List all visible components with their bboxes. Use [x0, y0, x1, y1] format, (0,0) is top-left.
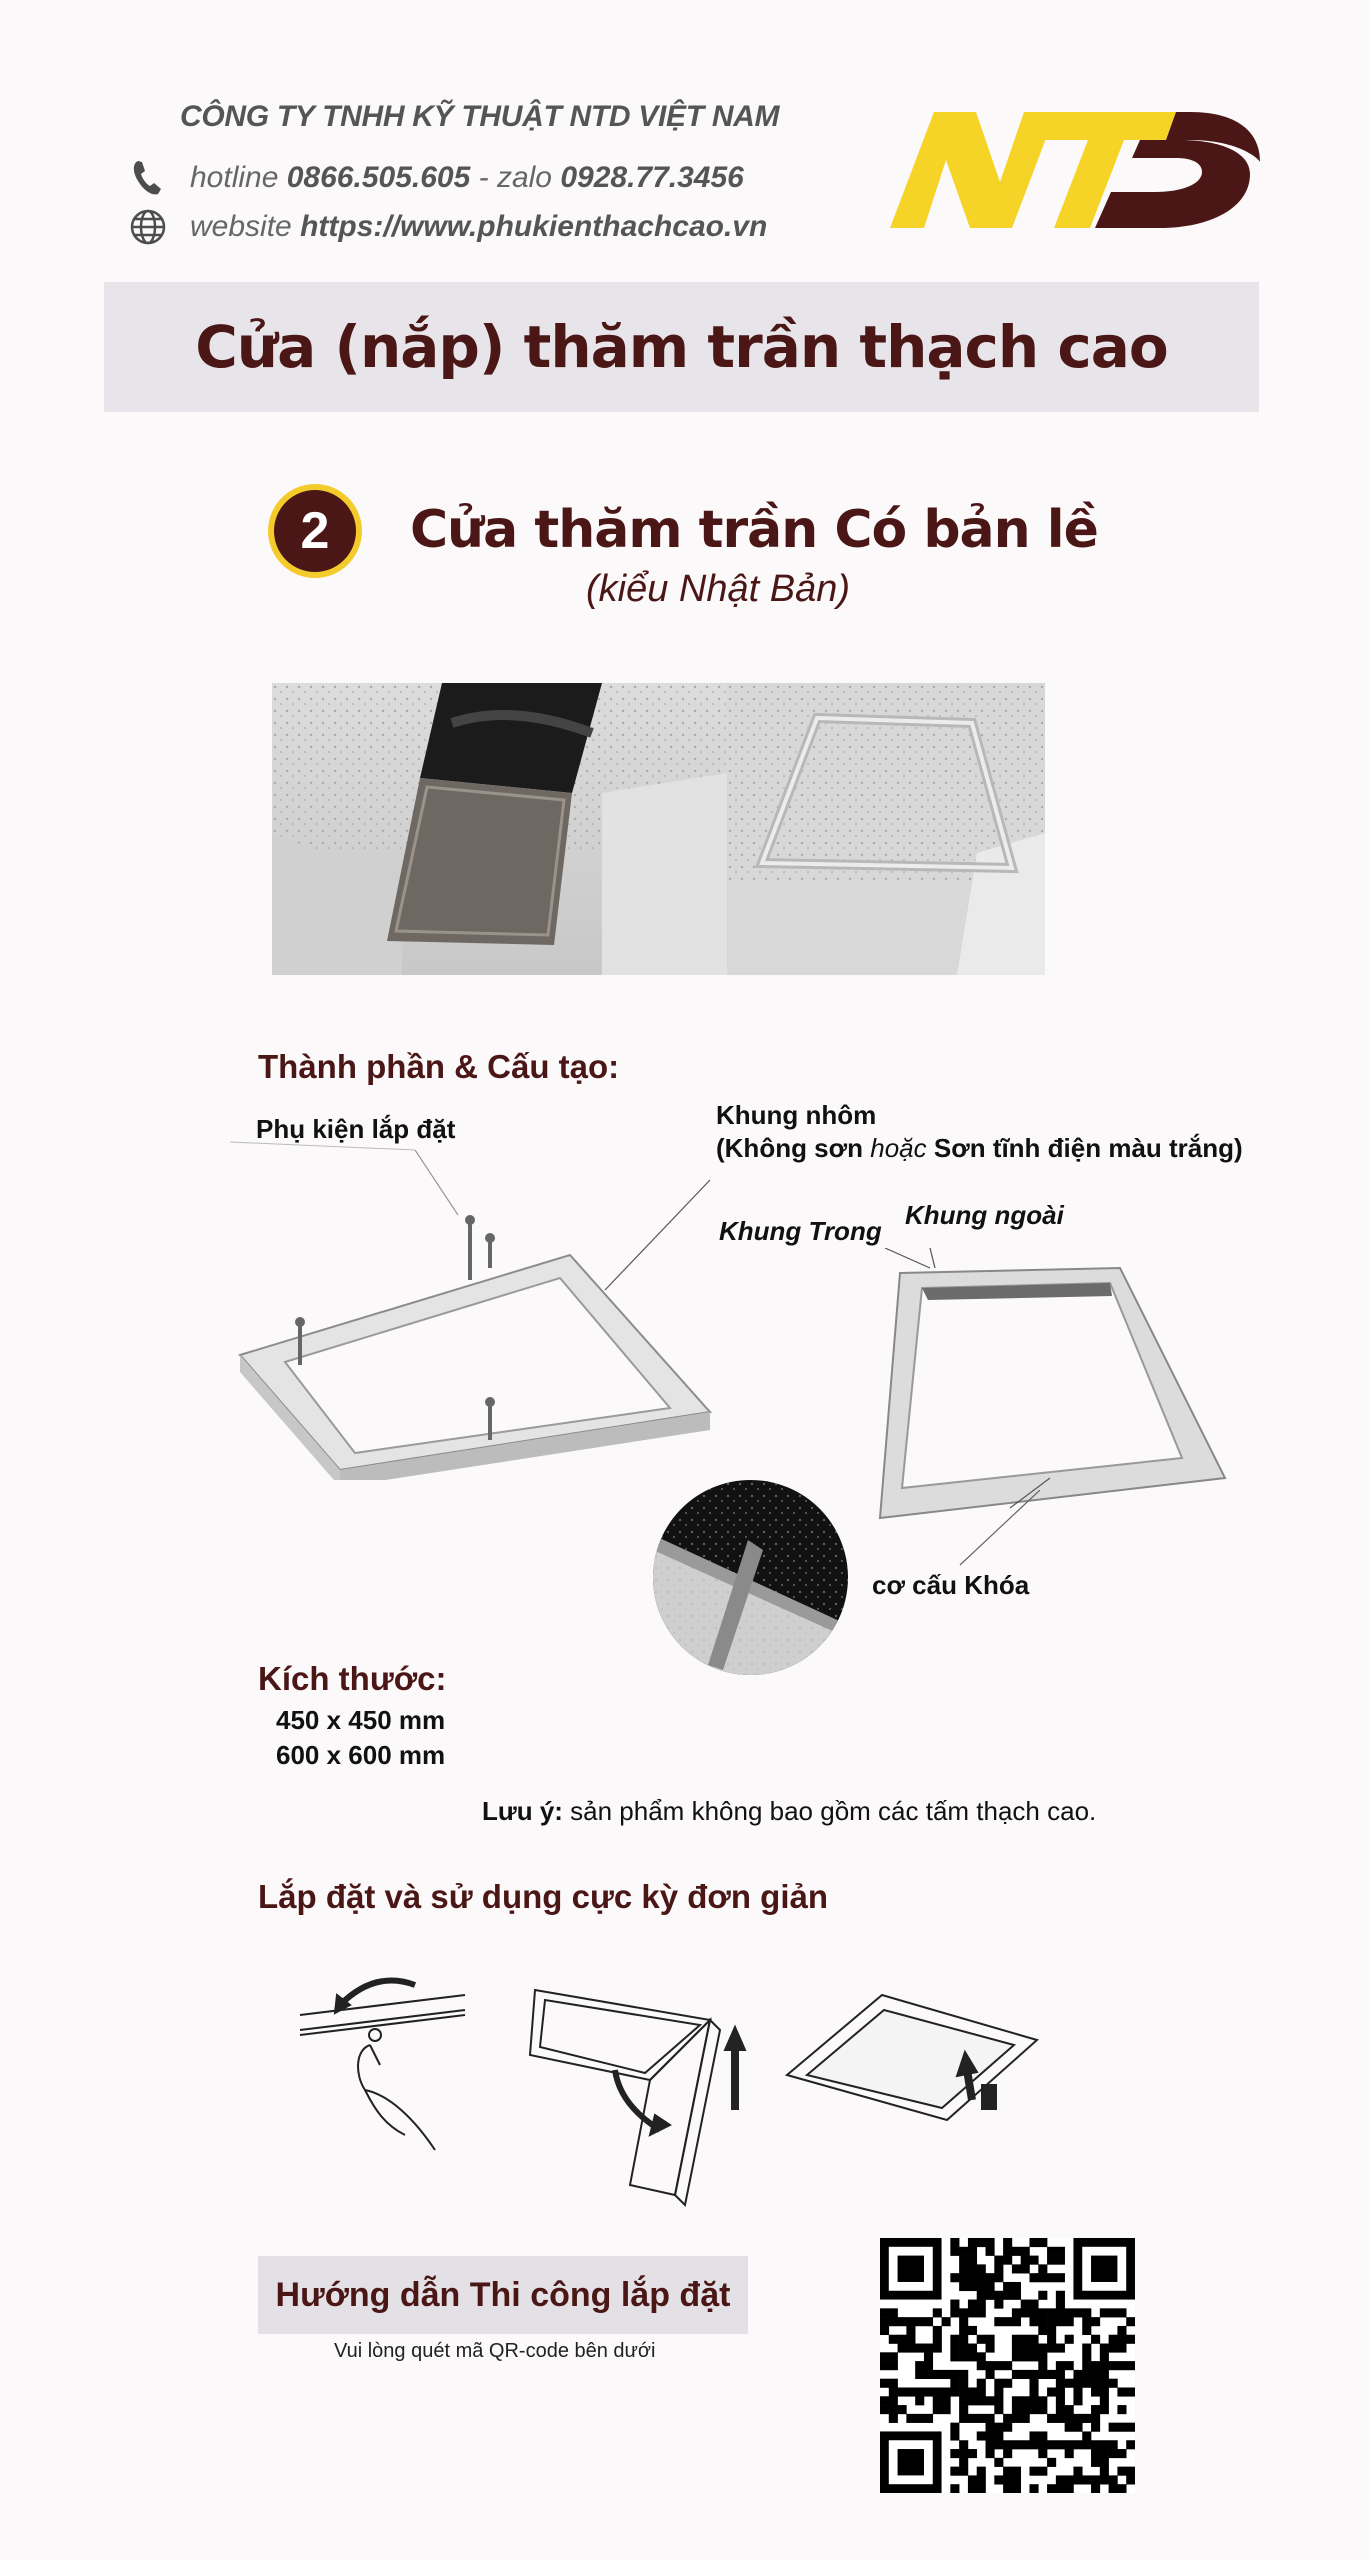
hotline-label: hotline: [190, 161, 279, 194]
photo-closed-hatch: [727, 683, 1045, 975]
note: [482, 1796, 1096, 1827]
install-step-close: [782, 1990, 1042, 2130]
zalo-number[interactable]: 0928.77.3456: [560, 161, 744, 194]
website-link[interactable]: https://www.phukienthachcao.vn: [300, 210, 768, 243]
label-frame-finish: (Không sơn hoặc Sơn tĩnh điện màu trắng): [716, 1133, 1243, 1163]
hotline-row: [128, 158, 744, 198]
label-accessories: Phụ kiện lắp đặt: [256, 1114, 456, 1144]
frame-diagram: [230, 1140, 730, 1480]
size-item: 450 x 450 mm: [276, 1705, 446, 1735]
lock-leader-line: [840, 1490, 1040, 1580]
install-heading: Lắp đặt và sử dụng cực kỳ đơn giản: [258, 1878, 829, 1915]
label-inner-frame: Khung Trong: [719, 1216, 882, 1246]
label-aluminum-frame: Khung nhôm: [716, 1100, 877, 1130]
page-title: Cửa (nắp) thăm trần thạch cao: [195, 313, 1168, 381]
photo-open-hatch: [272, 683, 727, 975]
qr-note: Vui lòng quét mã QR-code bên dưới: [334, 2340, 656, 2362]
label-outer-frame: Khung ngoài: [905, 1200, 1064, 1230]
lock-detail-photo: [653, 1480, 848, 1675]
section-number-badge: 2: [268, 484, 362, 578]
section-title: Cửa thăm trần Có bản lề: [410, 500, 1098, 560]
size-item: 600 x 600 mm: [276, 1740, 446, 1770]
label-lock-mechanism: cơ cấu Khóa: [872, 1570, 1030, 1600]
separator: -: [478, 161, 489, 194]
zalo-label: zalo: [496, 161, 552, 194]
company-name: CÔNG TY TNHH KỸ THUẬT NTD VIỆT NAM: [180, 100, 780, 133]
sizes-heading: Kích thước:: [258, 1660, 447, 1697]
qr-code[interactable]: [880, 2238, 1135, 2493]
note-text: sản phẩm không bao gồm các tấm thạch cao.: [562, 1796, 1097, 1826]
install-step-unlock: [295, 1975, 470, 2160]
components-heading: Thành phần & Cấu tạo:: [258, 1048, 620, 1085]
phone-icon: [128, 158, 168, 198]
install-guide-label: Hướng dẫn Thi công lắp đặt: [275, 2275, 731, 2314]
install-guide-button[interactable]: [258, 2256, 748, 2334]
section-subtitle: (kiểu Nhật Bản): [586, 568, 851, 610]
install-step-open: [520, 1985, 760, 2215]
note-label: Lưu ý:: [482, 1796, 563, 1826]
title-bar: [104, 282, 1259, 412]
globe-icon: [128, 207, 168, 247]
hotline-number[interactable]: 0866.505.605: [286, 161, 471, 194]
website-row: [128, 207, 767, 247]
ntd-logo: [890, 100, 1260, 235]
website-label: website: [190, 210, 292, 243]
